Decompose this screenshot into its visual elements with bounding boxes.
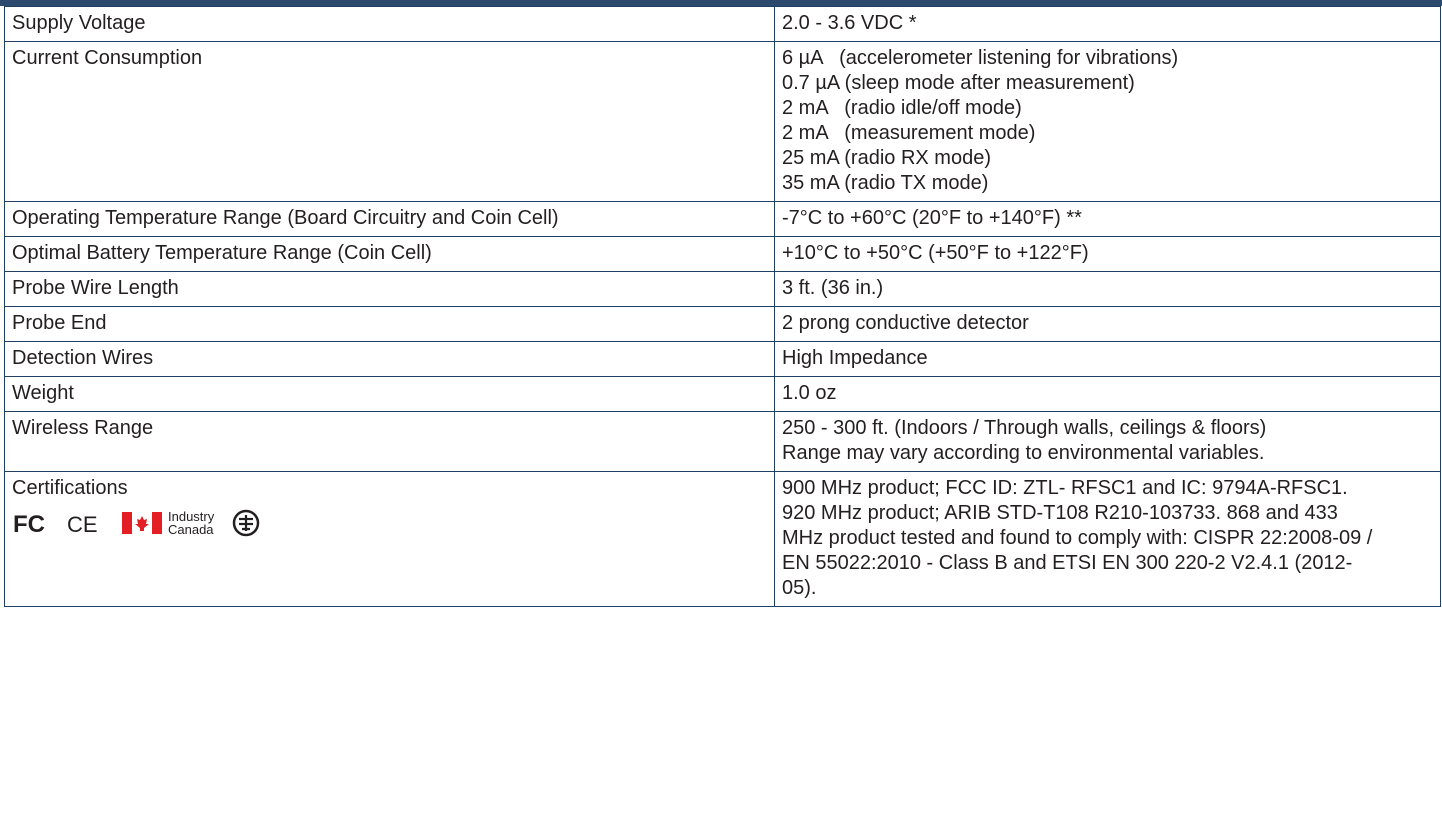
spec-value-line: +10°C to +50°C (+50°F to +122°F) xyxy=(782,242,1089,264)
ce-mark-icon xyxy=(66,510,100,536)
table-row xyxy=(5,42,1441,202)
spec-value-line: 3 ft. (36 in.) xyxy=(782,277,884,299)
canada-flag-icon xyxy=(122,512,162,534)
spec-label: Supply Voltage xyxy=(5,7,775,42)
table-row xyxy=(5,272,1441,307)
table-row xyxy=(5,472,1441,607)
certification-logos xyxy=(12,509,767,537)
spec-value-line: 2 mA (measurement mode) xyxy=(782,122,1036,144)
spec-label: Detection Wires xyxy=(5,342,775,377)
table-row xyxy=(5,377,1441,412)
certifications-cell xyxy=(5,472,775,607)
table-row xyxy=(5,237,1441,272)
industry-canada-text xyxy=(168,510,214,536)
japan-telec-mark-icon xyxy=(232,509,260,537)
table-row xyxy=(5,7,1441,42)
spec-value xyxy=(775,472,1441,607)
spec-value xyxy=(775,202,1441,237)
spec-value xyxy=(775,42,1441,202)
spec-value-line: 2 mA (radio idle/off mode) xyxy=(782,97,1022,119)
spec-label: Certifications xyxy=(12,477,128,499)
spec-value-line: 6 µA (accelerometer listening for vibrations) xyxy=(782,47,1179,69)
spec-value xyxy=(775,342,1441,377)
specifications-table xyxy=(4,6,1441,607)
spec-value xyxy=(775,377,1441,412)
spec-value-line: 25 mA (radio RX mode) xyxy=(782,147,991,169)
spec-label: Operating Temperature Range (Board Circuitry and Coin Cell) xyxy=(5,202,775,237)
spec-value xyxy=(775,7,1441,42)
table-row xyxy=(5,412,1441,472)
fcc-logo-text: FC xyxy=(13,511,45,536)
spec-value xyxy=(775,237,1441,272)
spec-label: Optimal Battery Temperature Range (Coin Cell) xyxy=(5,237,775,272)
spec-value xyxy=(775,272,1441,307)
spec-label: Probe Wire Length xyxy=(5,272,775,307)
spec-value-line: Range may vary according to environmental variables. xyxy=(782,442,1265,464)
industry-canada-line: Canada xyxy=(168,522,214,537)
spec-label: Probe End xyxy=(5,307,775,342)
table-row xyxy=(5,342,1441,377)
table-row xyxy=(5,202,1441,237)
spec-value-line: 250 - 300 ft. (Indoors / Through walls, ceilings & floors) xyxy=(782,417,1267,439)
spec-value-line: 2 prong conductive detector xyxy=(782,312,1029,334)
spec-value-line: 2.0 - 3.6 VDC * xyxy=(782,12,917,34)
spec-value-line: 900 MHz product; FCC ID: ZTL- RFSC1 and IC: 9794A-RFSC1. 920 MHz product; ARIB STD-T108 R210-103733. 868 and 433 MHz product tested and found to comply with: CISPR 22:2008-09 / EN 55022:2010 - Class B and ETSI EN 300 220-2 V2.4.1 (2012-05). xyxy=(782,477,1373,599)
spec-value xyxy=(775,307,1441,342)
spec-value-line: 35 mA (radio TX mode) xyxy=(782,172,989,194)
spec-label: Wireless Range xyxy=(5,412,775,472)
spec-value xyxy=(775,412,1441,472)
spec-label: Weight xyxy=(5,377,775,412)
fcc-logo-icon xyxy=(12,510,50,536)
spec-value-line: 1.0 oz xyxy=(782,382,837,404)
spec-value-line: 0.7 µA (sleep mode after measurement) xyxy=(782,72,1135,94)
ce-mark-text: CE xyxy=(67,512,98,536)
industry-canada-line: Industry xyxy=(168,509,215,524)
spec-value-line: High Impedance xyxy=(782,347,928,369)
spec-label: Current Consumption xyxy=(5,42,775,202)
spec-value-line: -7°C to +60°C (20°F to +140°F) ** xyxy=(782,207,1082,229)
table-row xyxy=(5,307,1441,342)
